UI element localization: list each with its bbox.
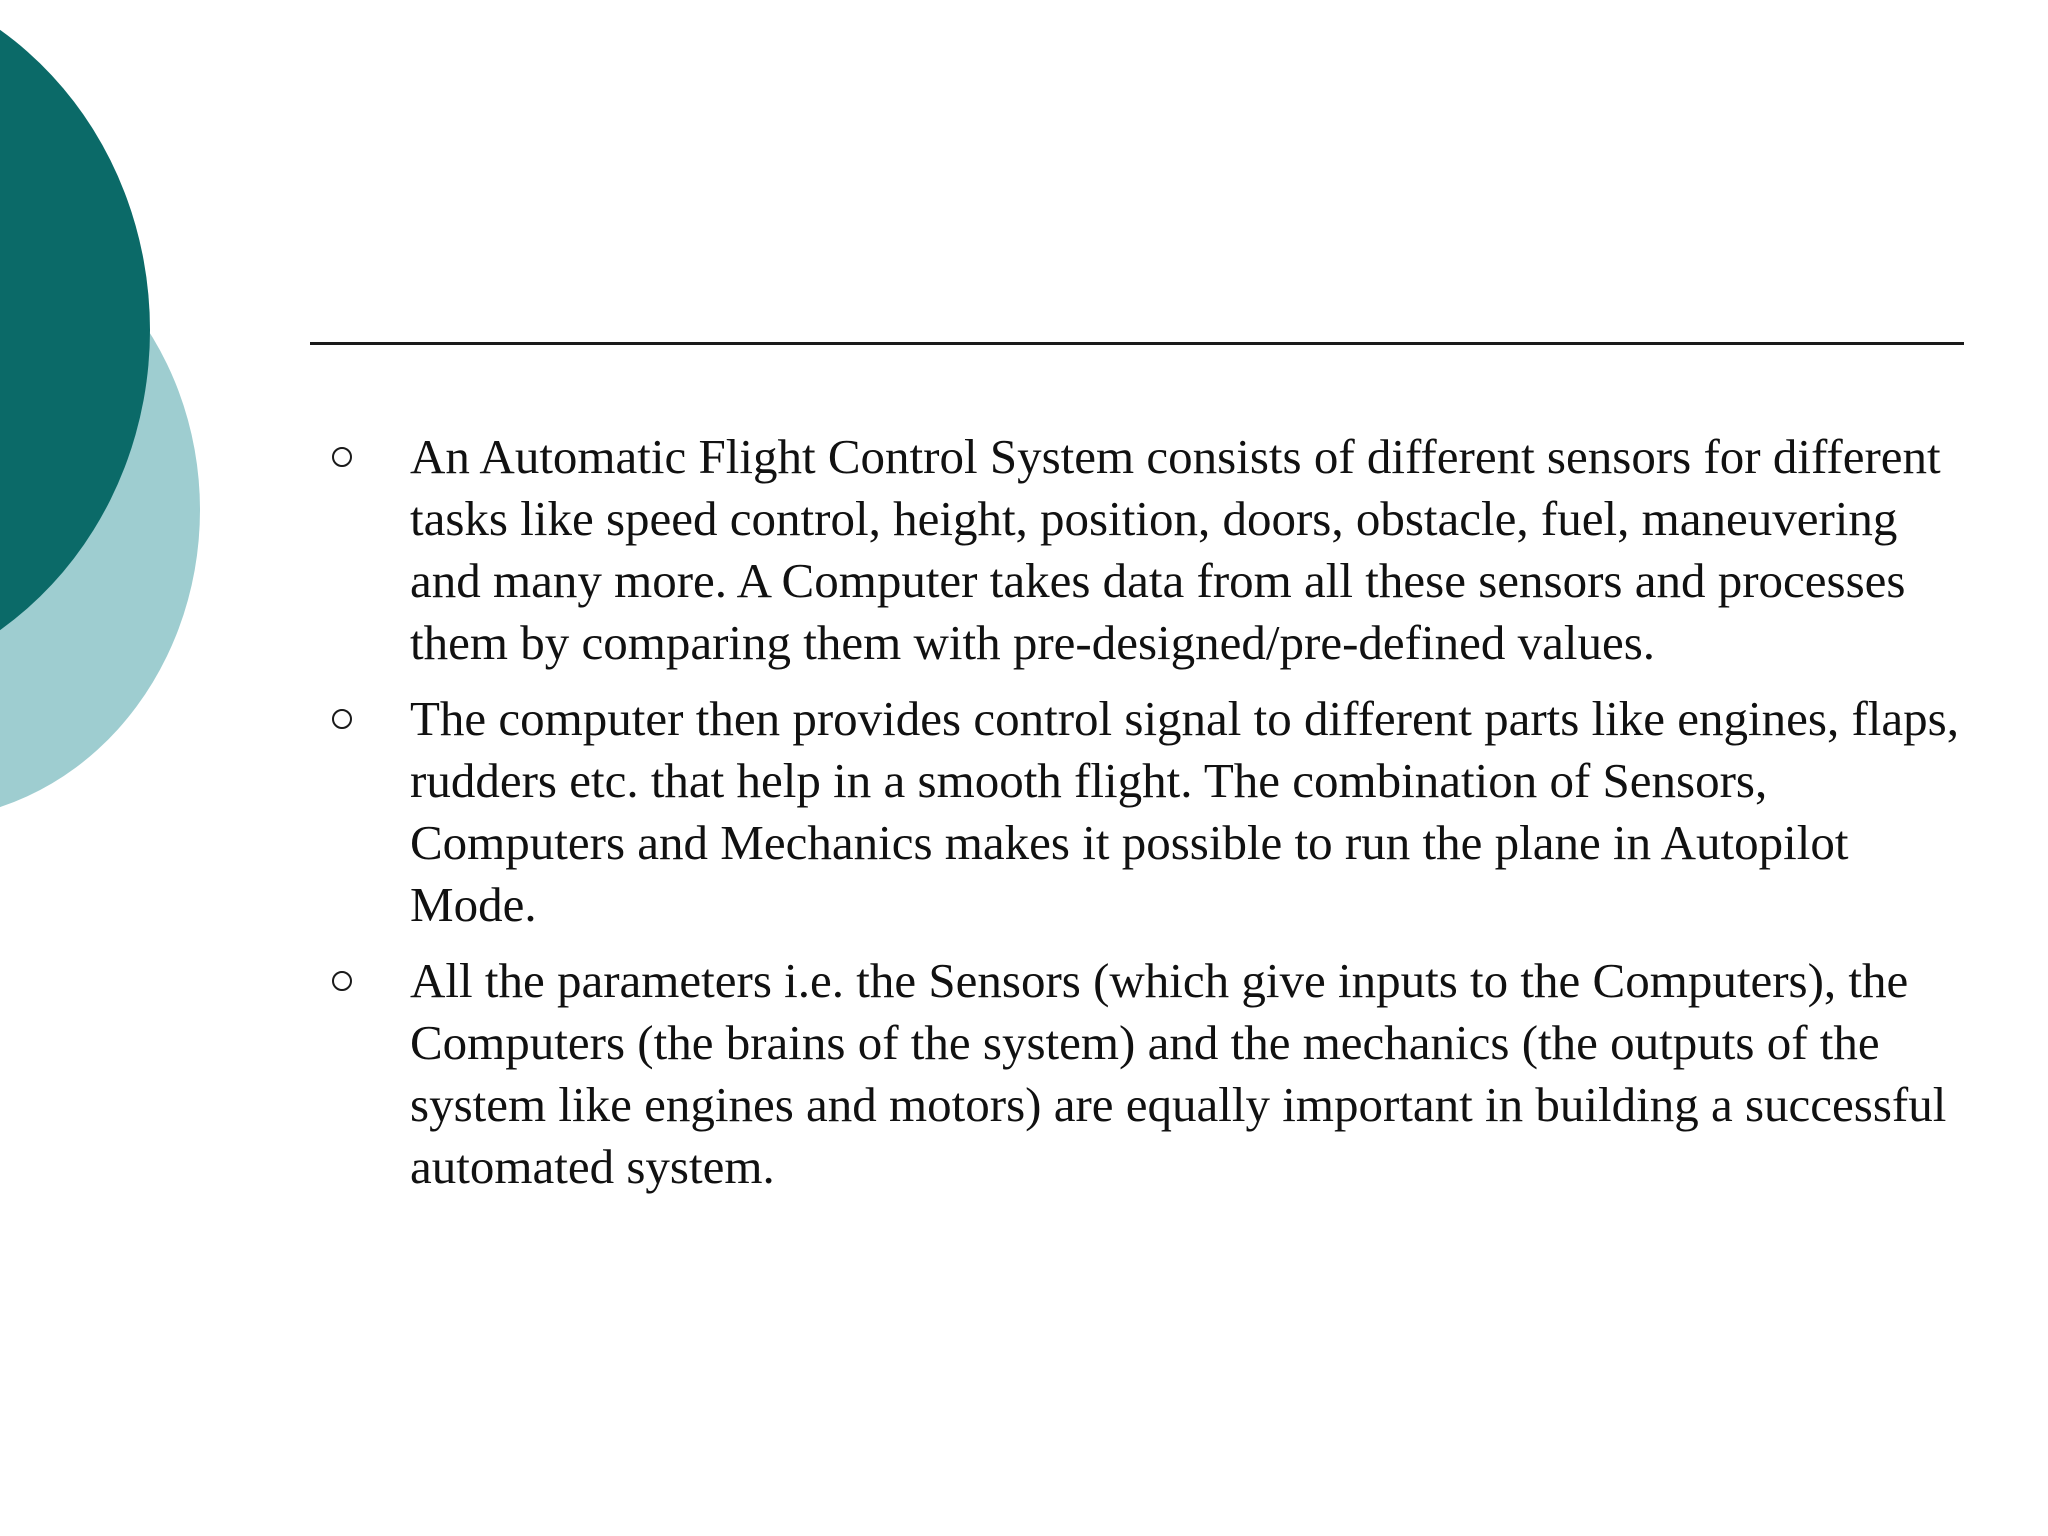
hollow-circle-bullet-icon — [332, 709, 352, 729]
bullet-item — [330, 688, 1970, 936]
hollow-circle-bullet-icon — [332, 447, 352, 467]
hollow-circle-bullet-icon — [332, 971, 352, 991]
bullet-text: The computer then provides control signal to different parts like engines, flaps, rudders etc. that help in a smooth flight. The combination of Sensors, Computers and Mechanics makes it possible to run the plane in Autopilot Mode. — [410, 691, 1959, 932]
bullet-item — [330, 950, 1970, 1198]
bullet-list — [330, 426, 1970, 1212]
title-divider-line — [310, 342, 1964, 345]
bullet-text: An Automatic Flight Control System consists of different sensors for different tasks like speed control, height, position, doors, obstacle, fuel, maneuvering and many more. A Computer takes data from all these sensors and processes them by comparing them with pre-designed/pre-defined values. — [410, 429, 1941, 670]
bullet-item — [330, 426, 1970, 674]
bullet-text: All the parameters i.e. the Sensors (which give inputs to the Computers), the Computers (the brains of the system) and the mechanics (the outputs of the system like engines and motors) are equally important in building a successful automated system. — [410, 953, 1947, 1194]
